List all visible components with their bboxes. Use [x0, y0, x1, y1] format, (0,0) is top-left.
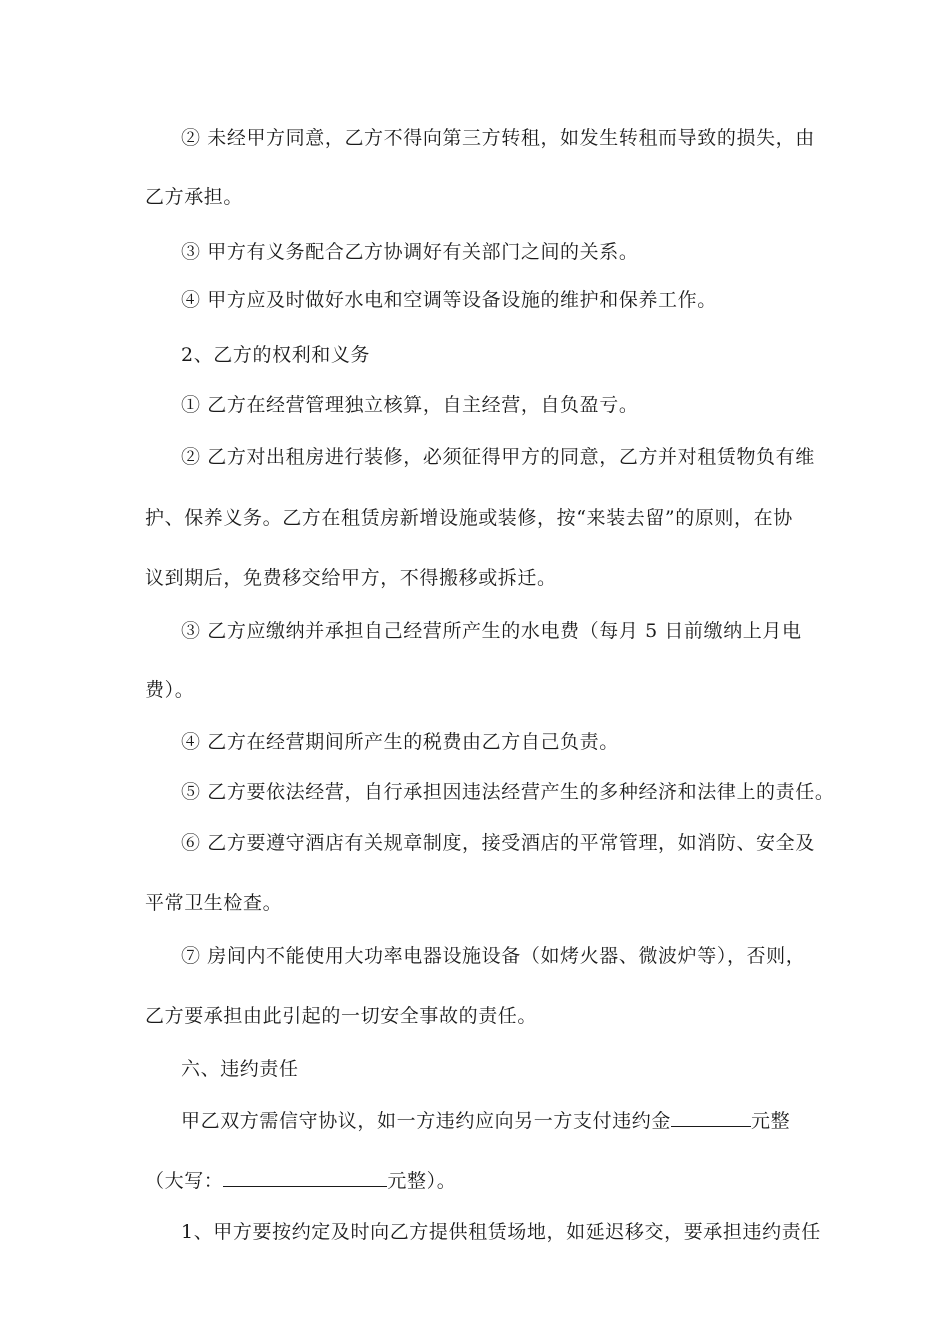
paragraph-line: ① 乙方在经营管理独立核算，自主经营，自负盈亏。	[181, 394, 639, 416]
paragraph-line: ② 未经甲方同意，乙方不得向第三方转租，如发生转租而导致的损失，由	[181, 127, 815, 149]
penalty-clause-line	[181, 1108, 810, 1133]
paragraph-line: ④ 乙方在经营期间所产生的税费由乙方自己负责。	[181, 731, 619, 753]
paragraph-line: ② 乙方对出租房进行装修，必须征得甲方的同意，乙方并对租赁物负有维	[181, 446, 815, 468]
paragraph-line: 护、保养义务。乙方在租赁房新增设施或装修，按“来装去留”的原则，在协	[145, 507, 793, 529]
paragraph-line: ④ 甲方应及时做好水电和空调等设备设施的维护和保养工作。	[181, 289, 717, 311]
paragraph-line: 费）。	[145, 679, 195, 701]
capital-unit: 元整）。	[387, 1170, 457, 1192]
penalty-amount-blank	[671, 1108, 751, 1127]
paragraph-line: 乙方要承担由此引起的一切安全事故的责任。	[145, 1005, 538, 1027]
paragraph-line: 议到期后，免费移交给甲方，不得搬移或拆迁。	[145, 567, 557, 589]
paragraph-line: 1、甲方要按约定及时向乙方提供租赁场地，如延迟移交，要承担违约责任	[181, 1221, 821, 1243]
paragraph-line: ③ 甲方有义务配合乙方协调好有关部门之间的关系。	[181, 241, 639, 263]
paragraph-line: 乙方承担。	[145, 186, 244, 208]
capital-amount-blank	[223, 1168, 387, 1187]
paragraph-line: ③ 乙方应缴纳并承担自己经营所产生的水电费（每月 5 日前缴纳上月电	[181, 620, 802, 642]
paragraph-line: ⑤ 乙方要依法经营，自行承担因违法经营产生的多种经济和法律上的责任。	[181, 781, 835, 803]
section-heading: 2、乙方的权利和义务	[181, 344, 371, 366]
capital-label: （大写：	[145, 1170, 224, 1192]
penalty-text: 甲乙双方需信守协议，如一方违约应向另一方支付违约金	[181, 1110, 672, 1132]
paragraph-line: ⑥ 乙方要遵守酒店有关规章制度，接受酒店的平常管理，如消防、安全及	[181, 832, 815, 854]
paragraph-line: ⑦ 房间内不能使用大功率电器设施设备（如烤火器、微波炉等），否则，	[181, 945, 806, 967]
paragraph-line: 平常卫生检查。	[145, 892, 283, 914]
section-heading: 六、违约责任	[181, 1058, 299, 1080]
penalty-unit: 元整	[751, 1110, 791, 1132]
capital-amount-line	[145, 1168, 810, 1193]
